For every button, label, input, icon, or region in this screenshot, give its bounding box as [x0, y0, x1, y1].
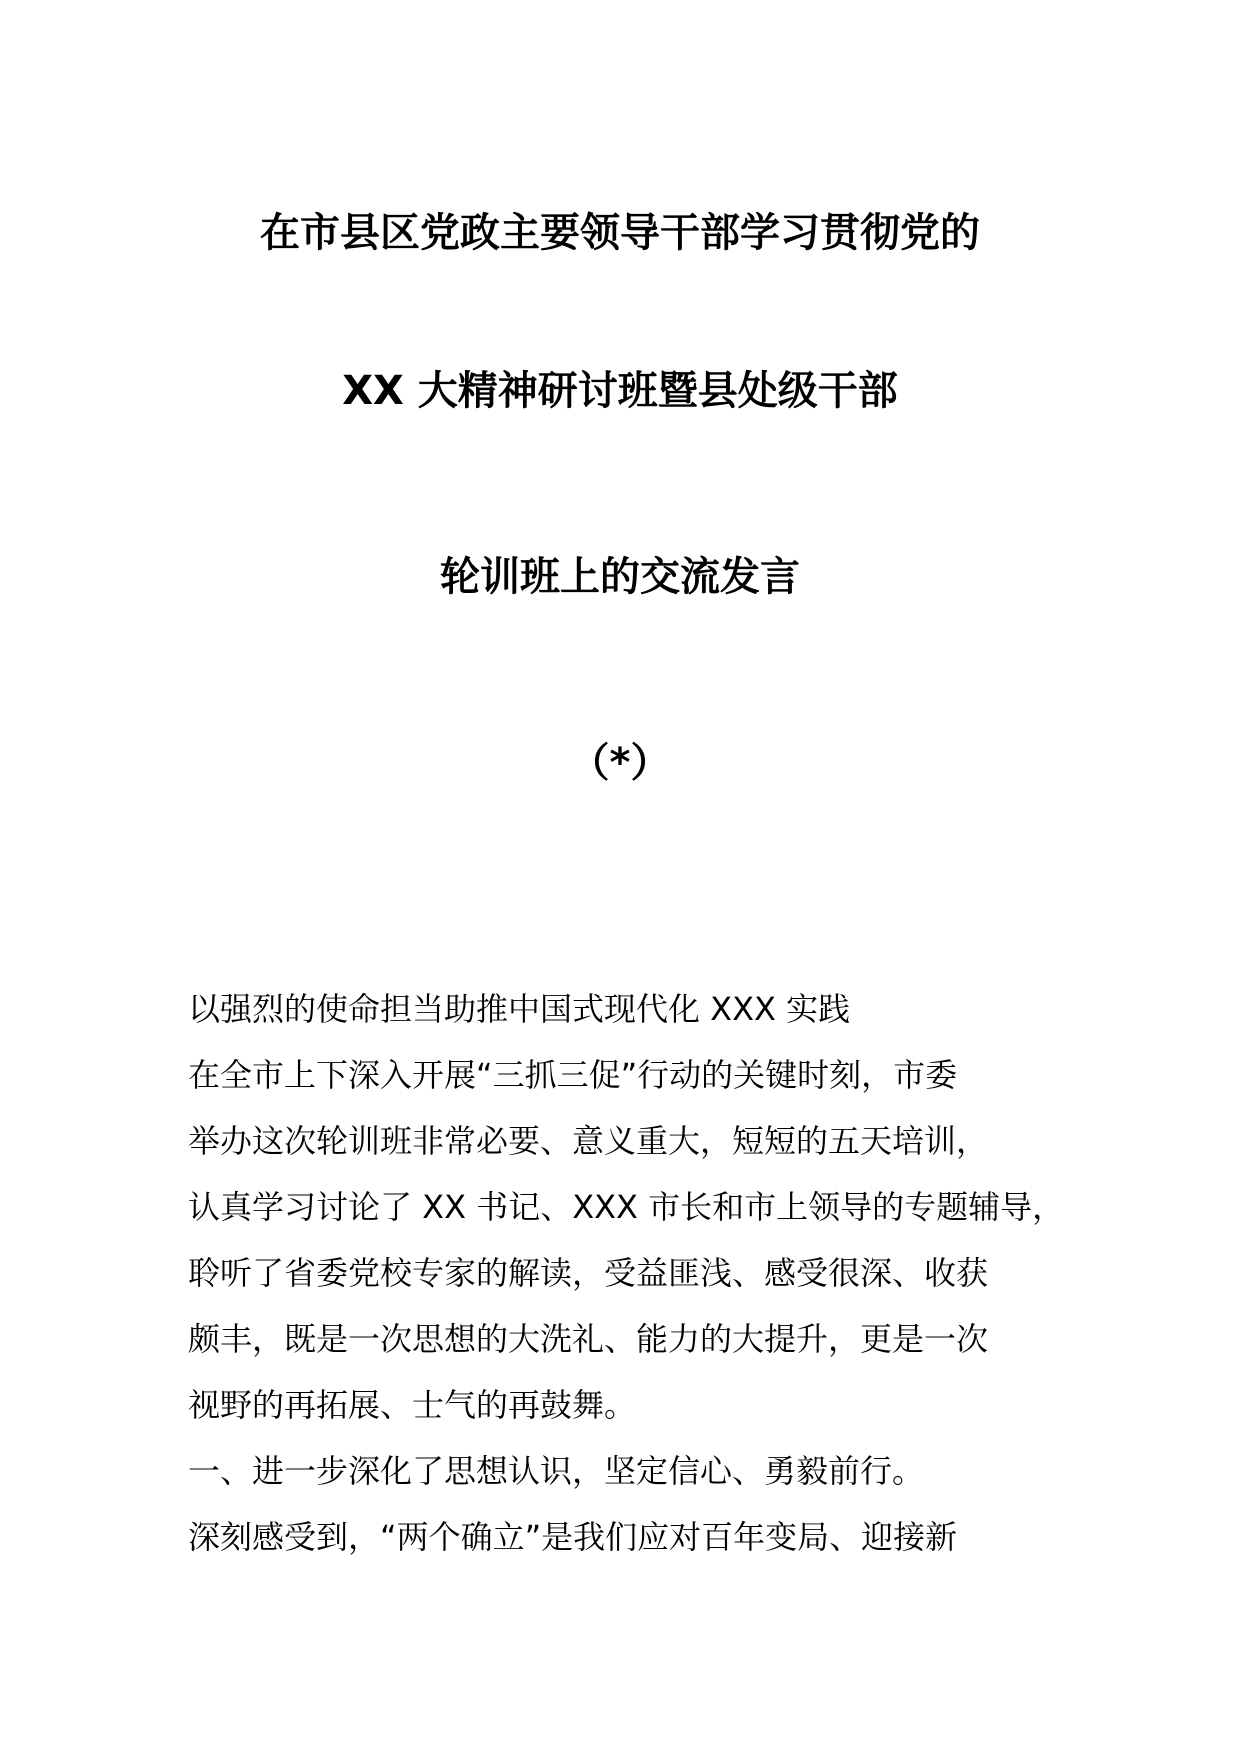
- document-title-line-2: XX 大精神研讨班暨县处级干部: [342, 368, 898, 414]
- body-line: 视野的再拓展、士气的再鼓舞。: [188, 1386, 637, 1424]
- document-body: [188, 976, 1088, 1570]
- body-line: 深刻感受到，“两个确立”是我们应对百年变局、迎接新: [188, 1518, 958, 1556]
- section-heading: 一、进一步深化了思想认识，坚定信心、勇毅前行。: [188, 1452, 925, 1490]
- body-line: 举办这次轮训班非常必要、意义重大，短短的五天培训，: [188, 1122, 989, 1160]
- body-line: 认真学习讨论了 XX 书记、XXX 市长和市上领导的专题辅导，: [188, 1188, 1065, 1226]
- author-mark: （*）: [569, 740, 671, 786]
- body-line: 在全市上下深入开展“三抓三促”行动的关键时刻，市委: [188, 1056, 958, 1094]
- body-line: 颇丰，既是一次思想的大洗礼、能力的大提升，更是一次: [188, 1320, 989, 1358]
- body-subtitle: 以强烈的使命担当助推中国式现代化 XXX 实践: [188, 990, 851, 1028]
- document-title-line-1: 在市县区党政主要领导干部学习贯彻党的: [260, 210, 980, 256]
- body-line: 聆听了省委党校专家的解读，受益匪浅、感受很深、收获: [188, 1254, 989, 1292]
- document-title-line-3: 轮训班上的交流发言: [440, 554, 800, 600]
